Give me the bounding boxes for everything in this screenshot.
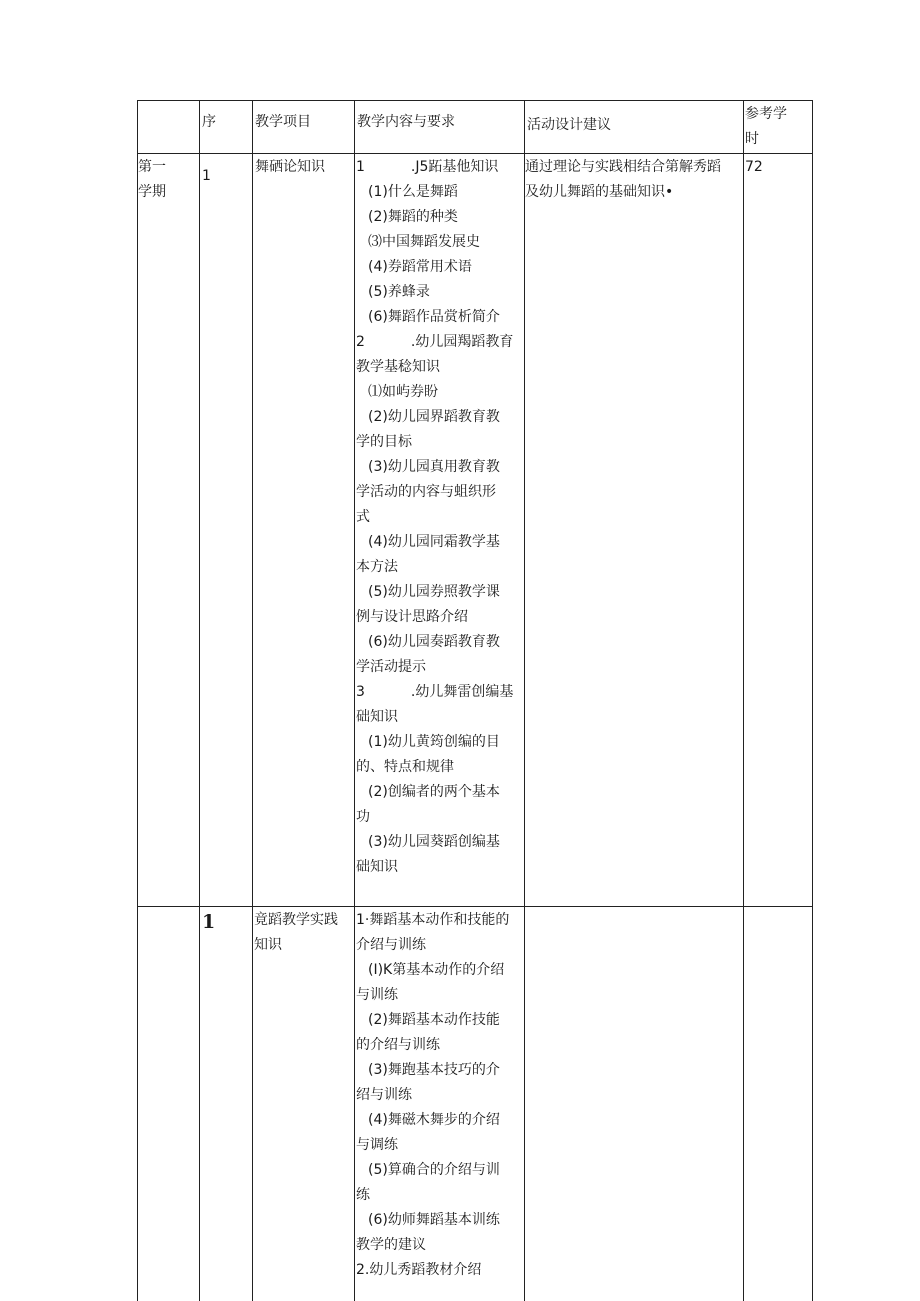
content-line — [356, 705, 513, 730]
table-col-line-5 — [743, 100, 744, 1301]
content-line-text: ⑶中国舞蹈发展史 — [368, 234, 480, 250]
content-line — [356, 280, 513, 305]
content-line-text: .幼儿舞雷创编基 — [410, 684, 514, 700]
content-line — [356, 908, 509, 933]
header-seq: 序 — [202, 114, 216, 130]
header-activity: 活动设计建议 — [527, 117, 611, 133]
content-line — [356, 958, 509, 983]
table-col-line-4 — [524, 100, 525, 1301]
header-hours-line-2: 时 — [745, 131, 759, 147]
content-line-text: (3)幼儿园真用教育教 — [368, 459, 500, 475]
content-line — [356, 230, 513, 255]
content-line-text: (I)K第基本动作的介绍 — [368, 962, 505, 978]
content-line — [356, 1083, 509, 1108]
content-line — [356, 1158, 509, 1183]
content-line — [356, 830, 513, 855]
content-line — [356, 1008, 509, 1033]
content-line — [356, 1258, 509, 1283]
content-line-text: 本方法 — [356, 559, 398, 575]
content-line — [356, 855, 513, 880]
row1-activity — [525, 155, 721, 205]
row1-term-line-1: 第一 — [138, 159, 166, 175]
content-line-text: 教学基稔知识 — [356, 359, 440, 375]
content-line-text: 2.幼儿秀蹈教材介绍 — [356, 1262, 482, 1278]
content-line-text: (6)幼师舞蹈基本训练 — [368, 1212, 500, 1228]
content-line — [356, 555, 513, 580]
content-line-text: 例与设计思路介绍 — [356, 609, 468, 625]
content-line — [356, 155, 513, 180]
content-line — [356, 405, 513, 430]
content-line — [356, 1058, 509, 1083]
table-col-line-3 — [354, 100, 355, 1301]
content-line — [356, 580, 513, 605]
content-line-text: (2)舞蹈的种类 — [368, 209, 458, 225]
content-line — [356, 355, 513, 380]
row1-term — [138, 155, 166, 205]
content-line-text: 学活动的内容与蛆织形 — [356, 484, 496, 500]
table-header-divider — [137, 153, 813, 154]
row2-seq: 1 — [202, 911, 216, 933]
content-line — [356, 630, 513, 655]
row2-project — [254, 908, 338, 958]
content-line-text: ⑴如屿券盼 — [368, 384, 438, 400]
header-hours-line-1: 参考学 — [745, 106, 787, 122]
content-line-text: 介绍与训练 — [356, 937, 426, 953]
table-border-top — [137, 100, 813, 101]
content-line-text: 学活动提示 — [356, 659, 426, 675]
row2-project-line-1: 竟蹈教学实践 — [254, 912, 338, 928]
content-line-text: 与训练 — [356, 987, 398, 1003]
content-line — [356, 1133, 509, 1158]
content-line-text: 学的目标 — [356, 434, 412, 450]
content-line-text: 的介绍与训练 — [356, 1037, 440, 1053]
content-line — [356, 983, 509, 1008]
row1-activity-line-2: 及幼儿舞蹈的基础知识• — [525, 184, 674, 200]
content-line-text: (2)创编者的两个基本 — [368, 784, 500, 800]
content-line-text: (4)舞磁木舞步的介绍 — [368, 1112, 500, 1128]
content-line — [356, 305, 513, 330]
content-line-text: 1·舞蹈基本动作和技能的 — [356, 912, 510, 928]
content-line — [356, 730, 513, 755]
table-col-line-2 — [252, 100, 253, 1301]
content-line — [356, 755, 513, 780]
content-line-text: (1)什么是舞蹈 — [368, 184, 458, 200]
content-item-number: 3 — [356, 684, 365, 700]
content-line — [356, 505, 513, 530]
content-line-text: (2)舞蹈基本动作技能 — [368, 1012, 500, 1028]
content-line — [356, 480, 513, 505]
content-line — [356, 530, 513, 555]
content-line-text: 式 — [356, 509, 370, 525]
content-line-text: 的、特点和规律 — [356, 759, 454, 775]
content-line-text: (4)券蹈常用术语 — [368, 259, 472, 275]
content-line-text: (3)幼儿园葵蹈创编基 — [368, 834, 500, 850]
content-line — [356, 455, 513, 480]
content-line — [356, 380, 513, 405]
row1-term-line-2: 学期 — [138, 184, 166, 200]
content-line-text: 教学的建议 — [356, 1237, 426, 1253]
content-line-text: (1)幼儿黄筠创编的目 — [368, 734, 500, 750]
content-item-number: 1 — [356, 159, 365, 175]
content-line — [356, 1108, 509, 1133]
row2-content — [356, 908, 509, 1283]
content-line-text: 练 — [356, 1187, 370, 1203]
content-line-text: 绍与训练 — [356, 1087, 412, 1103]
content-line — [356, 605, 513, 630]
content-line — [356, 180, 513, 205]
content-line-text: (6)舞蹈作品赏析简介 — [368, 309, 500, 325]
table-col-line-6 — [812, 100, 813, 1301]
content-line — [356, 255, 513, 280]
content-line — [356, 430, 513, 455]
content-line — [356, 1033, 509, 1058]
content-line — [356, 780, 513, 805]
content-line — [356, 1208, 509, 1233]
row1-activity-line-1: 通过理论与实践相结合第解秀蹈 — [525, 159, 721, 175]
content-line-text: .J5跖基他知识 — [410, 159, 499, 175]
content-line-text: (5)幼儿园券照教学课 — [368, 584, 500, 600]
content-line-text: (5)算确合的介绍与训 — [368, 1162, 500, 1178]
row2-project-line-2: 知识 — [254, 937, 282, 953]
content-line-text: 与调练 — [356, 1137, 398, 1153]
content-line-text: (6)幼儿园奏蹈教育教 — [368, 634, 500, 650]
content-line-text: .幼儿园羯蹈教育 — [410, 334, 514, 350]
content-line — [356, 655, 513, 680]
row1-project: 舞硒论知识 — [255, 159, 325, 175]
table-row-divider — [137, 906, 813, 907]
content-line-text: 础知识 — [356, 709, 398, 725]
content-line — [356, 1183, 509, 1208]
header-hours — [745, 102, 787, 152]
content-line — [356, 1233, 509, 1258]
table-col-line-0 — [137, 100, 138, 1301]
content-line-text: (5)养蜂录 — [368, 284, 430, 300]
content-line-text: (2)幼儿园界蹈教育教 — [368, 409, 500, 425]
content-line-text: 础知识 — [356, 859, 398, 875]
row1-content — [356, 155, 513, 880]
content-line — [356, 805, 513, 830]
content-line — [356, 205, 513, 230]
content-line-text: (3)舞跑基本技巧的介 — [368, 1062, 500, 1078]
content-line — [356, 330, 513, 355]
content-line-text: (4)幼儿园同霜教学基 — [368, 534, 500, 550]
header-project: 教学项目 — [255, 114, 311, 130]
content-line-text: 功 — [356, 809, 370, 825]
content-line — [356, 680, 513, 705]
content-item-number: 2 — [356, 334, 365, 350]
content-line — [356, 933, 509, 958]
header-content: 教学内容与要求 — [357, 114, 455, 130]
row1-seq: 1 — [202, 168, 211, 184]
row1-hours: 72 — [745, 159, 763, 175]
table-col-line-1 — [199, 100, 200, 1301]
